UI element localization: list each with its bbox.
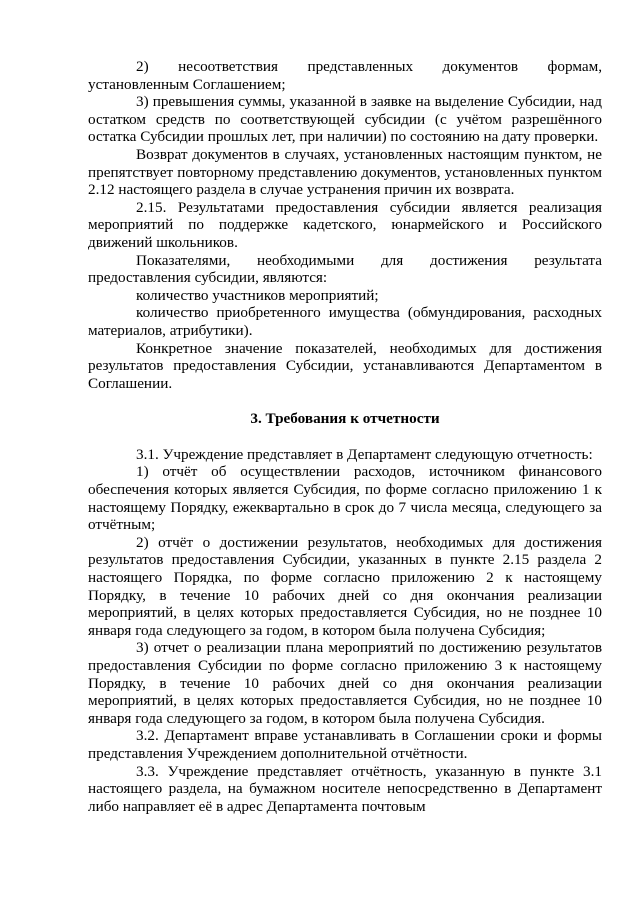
- paragraph-item-2: 2) несоответствия представленных документов формам, установленным Соглашением;: [88, 58, 602, 93]
- paragraph-2-15: 2.15. Результатами предоставления субсидии является реализация мероприятий по поддержке кадетского, юнармейского и Российского движений школьников.: [88, 198, 602, 251]
- paragraph-3-3: 3.3. Учреждение представляет отчётность, указанную в пункте 3.1 настоящего раздела, на бумажном носителе непосредственно в Департамент либо направляет её в адрес Департамента почтовым: [88, 762, 602, 815]
- paragraph-3-1-item-1: 1) отчёт об осуществлении расходов, источником финансового обеспечения которых является Субсидия, по форме согласно приложению 1 к настоящему Порядку, ежеквартально в срок до 7 числа месяца, следующего за отчётным;: [88, 463, 602, 534]
- paragraph-3-1-item-2: 2) отчёт о достижении результатов, необходимых для достижения результатов предоставления Субсидии, указанных в пункте 2.15 раздела 2 настоящего Порядка, по форме согласно приложению 2 к настоящему Порядку, в течение 10 рабочих дней со дня окончания реализации мероприятий, в целях которых предоставляется Субсидия, но не позднее 10 января года следующего за годом, в котором была получена Субсидия;: [88, 533, 602, 639]
- document-body: [88, 58, 602, 815]
- paragraph-property: количество приобретенного имущества (обмундирования, расходных материалов, атрибутики).: [88, 304, 602, 339]
- paragraph-return-docs: Возврат документов в случаях, установленных настоящим пунктом, не препятствует повторному представлению документов, установленных пунктом 2.12 настоящего раздела в случае устранения причин их возврата.: [88, 145, 602, 199]
- paragraph-item-3: 3) превышения суммы, указанной в заявке на выделение Субсидии, над остатком средств по соответствующей субсидии (с учётом разрешённого остатка Субсидии прошлых лет, при наличии) по состоянию на дату проверки.: [88, 93, 602, 146]
- paragraph-specific-values: Конкретное значение показателей, необходимых для достижения результатов предоставления Субсидии, устанавливаются Департаментом в Соглашении.: [88, 339, 602, 392]
- section-3-heading: 3. Требования к отчетности: [250, 410, 440, 428]
- paragraph-participants: количество участников мероприятий;: [136, 286, 379, 304]
- paragraph-3-1: 3.1. Учреждение представляет в Департамент следующую отчетность:: [136, 445, 593, 463]
- paragraph-3-2: 3.2. Департамент вправе устанавливать в Соглашении сроки и формы представления Учреждением дополнительной отчётности.: [88, 727, 602, 762]
- paragraph-3-1-item-3: 3) отчет о реализации плана мероприятий по достижению результатов предоставления Субсидии по форме согласно приложению 3 к настоящему Порядку, в течение 10 рабочих дней со дня окончания реализации мероприятий, в целях которых предоставляется Субсидия, но не позднее 10 января года следующего за годом, в котором была получена Субсидия.: [88, 639, 602, 727]
- paragraph-indicators: Показателями, необходимыми для достижения результата предоставления субсидии, являются:: [88, 251, 602, 287]
